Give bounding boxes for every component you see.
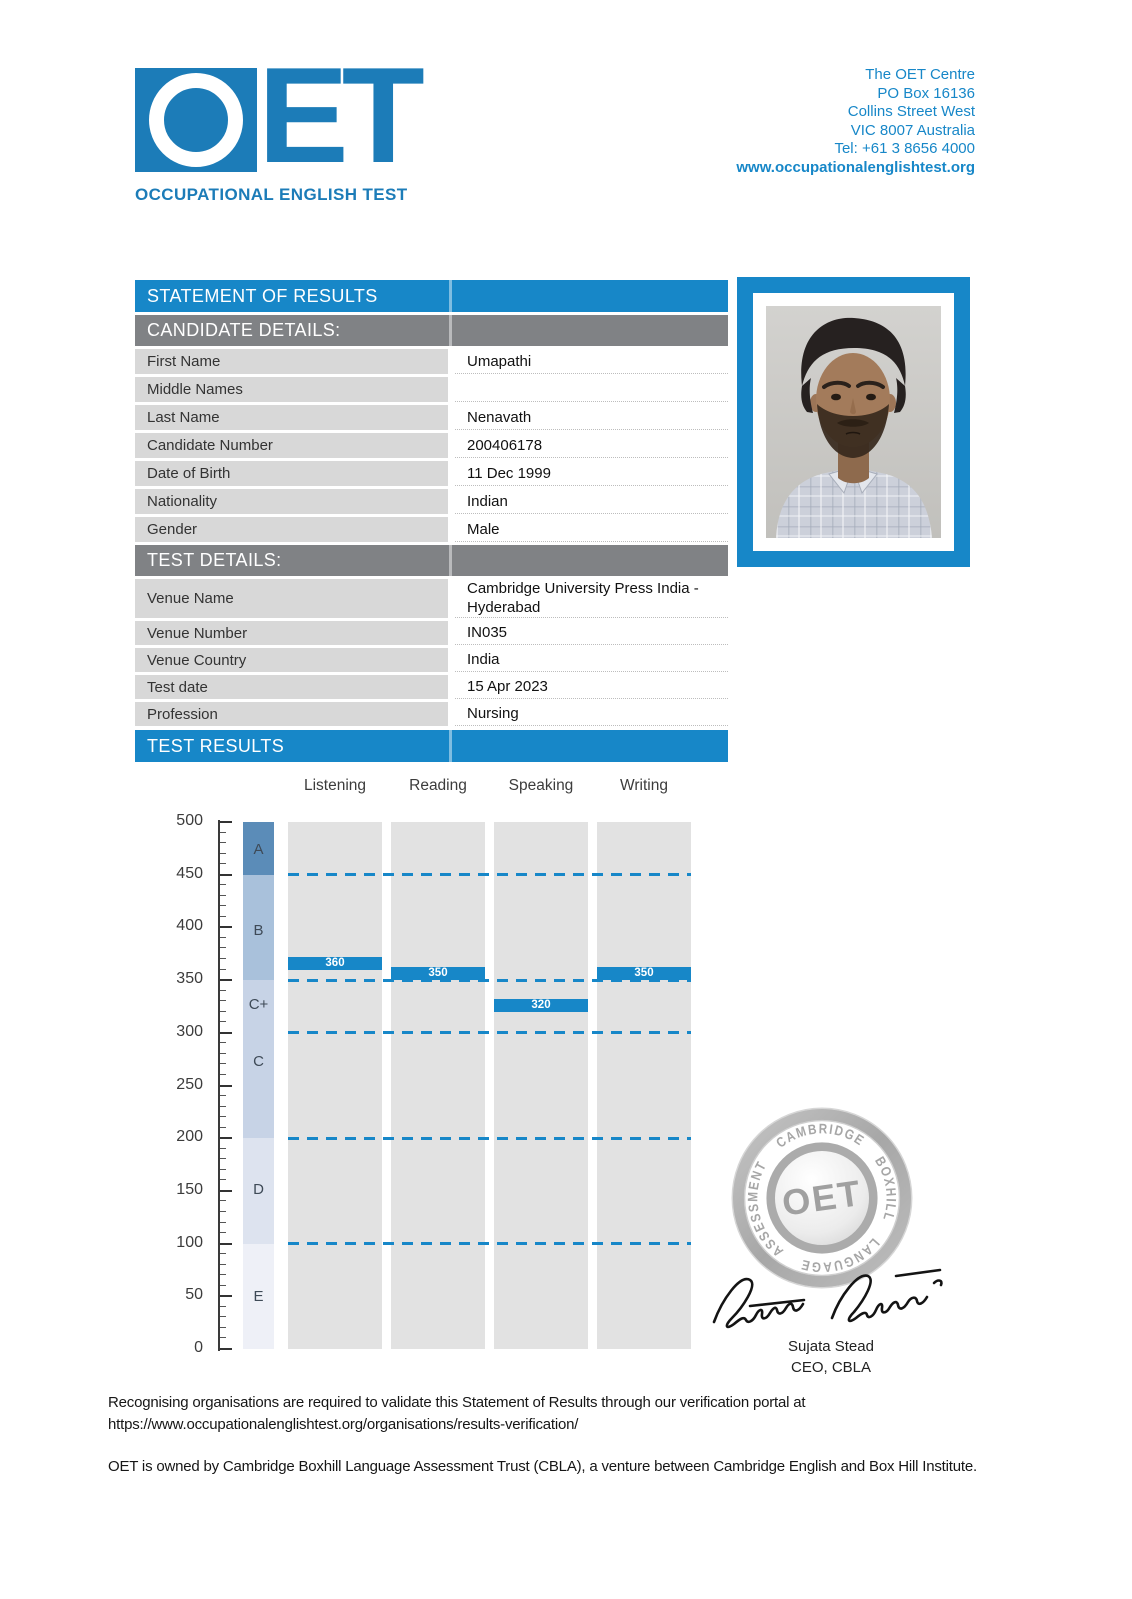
y-axis-tick — [220, 969, 226, 970]
y-axis-tick — [220, 1274, 226, 1275]
y-axis-tick — [220, 1106, 226, 1107]
score-bar-listening: 360 — [288, 957, 382, 970]
y-axis-tick — [220, 1169, 226, 1170]
grade-band-label-C+: C+ — [248, 996, 269, 1014]
score-column-speaking — [494, 822, 588, 1349]
score-column-listening — [288, 822, 382, 1349]
y-axis-tick — [220, 1211, 226, 1212]
y-axis-tick-label: 150 — [176, 1180, 203, 1198]
candidate-photo-frame — [737, 277, 970, 567]
row-value: Nenavath — [455, 405, 728, 430]
y-axis-tick — [220, 1253, 226, 1254]
row-label: Candidate Number — [135, 433, 448, 458]
y-axis-tick-label: 200 — [176, 1128, 203, 1146]
y-axis-tick — [220, 1295, 232, 1297]
y-axis-tick — [220, 1021, 226, 1022]
statement-of-results-header — [135, 280, 728, 312]
y-axis-tick — [220, 1127, 226, 1128]
y-axis-tick — [220, 1116, 226, 1117]
row-label: Nationality — [135, 489, 448, 514]
y-axis-tick — [220, 1264, 226, 1265]
y-axis-tick-label: 0 — [194, 1339, 203, 1356]
y-axis-tick — [220, 1074, 226, 1075]
y-axis-tick-label: 50 — [185, 1286, 203, 1304]
grade-band-label-C: C — [253, 1053, 264, 1071]
row-value: Umapathi — [455, 349, 728, 374]
grade-band-label-E: E — [253, 1288, 264, 1306]
y-axis-tick — [220, 1085, 232, 1087]
row-value: 200406178 — [455, 433, 728, 458]
table-row-date-of-birth — [135, 461, 728, 486]
y-axis-tick-label: 450 — [176, 864, 203, 882]
y-axis-tick — [220, 905, 226, 906]
threshold-line-300 — [288, 1031, 691, 1034]
y-axis-tick — [220, 842, 226, 843]
y-axis-tick — [220, 1327, 226, 1328]
details-table — [135, 280, 728, 765]
header-divider — [449, 280, 452, 312]
y-axis-tick — [220, 1316, 226, 1317]
y-axis-tick-label: 400 — [176, 917, 203, 935]
threshold-line-450 — [288, 873, 691, 876]
y-axis-tick — [220, 1190, 232, 1192]
row-value — [455, 377, 728, 402]
contact-line: PO Box 16136 — [877, 84, 975, 102]
statement-of-results-title: STATEMENT OF RESULTS — [147, 285, 378, 306]
table-row-venue-country — [135, 648, 728, 672]
test-details-title: TEST DETAILS: — [147, 550, 282, 570]
row-label: Test date — [135, 675, 448, 699]
y-axis-tick — [220, 853, 226, 854]
row-label: Middle Names — [135, 377, 448, 402]
y-axis-tick — [220, 1095, 226, 1096]
score-bar-writing: 350 — [597, 967, 691, 980]
score-column-writing — [597, 822, 691, 1349]
test-results-title: TEST RESULTS — [147, 735, 285, 756]
column-header-speaking: Speaking — [508, 777, 574, 794]
signatory-title: CEO, CBLA — [790, 1359, 872, 1376]
table-row-middle-names — [135, 377, 728, 402]
y-axis-tick — [220, 979, 232, 981]
threshold-line-100 — [288, 1242, 691, 1245]
row-value: India — [455, 648, 728, 672]
signatory-name: Sujata Stead — [788, 1338, 874, 1355]
y-axis-tick — [220, 1011, 226, 1012]
oet-logo-tagline: OCCUPATIONAL ENGLISH TEST — [135, 185, 408, 204]
row-label: Venue Country — [135, 648, 448, 672]
row-label: Venue Number — [135, 621, 448, 645]
candidate-photo-mat — [753, 293, 954, 551]
oet-logo-ring-icon — [149, 73, 243, 167]
threshold-line-200 — [288, 1137, 691, 1140]
y-axis-tick-label: 100 — [176, 1233, 203, 1251]
y-axis-tick — [220, 1032, 232, 1034]
oet-logo-et: ET — [258, 39, 418, 191]
y-axis-tick — [220, 1243, 232, 1245]
y-axis-tick — [220, 1158, 226, 1159]
contact-line: The OET Centre — [865, 66, 975, 83]
contact-line: VIC 8007 Australia — [850, 121, 975, 139]
y-axis-tick — [220, 1306, 226, 1307]
ownership-note: OET is owned by Cambridge Boxhill Language Assessment Trust (CBLA), a venture between Cambridge English and Box Hill Institute. — [108, 1458, 977, 1475]
row-label: Last Name — [135, 405, 448, 430]
verification-note: Recognising organisations are required to validate this Statement of Results through our verification portal at https://www.occupationalenglishtest.org/organisations/results-verification/ — [108, 1394, 806, 1433]
column-header-writing: Writing — [620, 777, 668, 794]
y-axis-tick — [220, 1000, 226, 1001]
grade-band-label-B: B — [253, 921, 264, 939]
row-value: 11 Dec 1999 — [455, 461, 728, 486]
signatory-block — [735, 1336, 927, 1378]
table-row-profession — [135, 702, 728, 726]
y-axis-tick — [220, 1200, 226, 1201]
table-row-gender — [135, 517, 728, 542]
row-value: Cambridge University Press India - Hyderabad — [455, 579, 728, 618]
y-axis-tick — [220, 990, 226, 991]
y-axis-tick — [220, 821, 232, 823]
y-axis-tick-label: 250 — [176, 1075, 203, 1093]
score-bar-reading: 350 — [391, 967, 485, 980]
row-label: Gender — [135, 517, 448, 542]
candidate-details-title: CANDIDATE DETAILS: — [147, 320, 341, 340]
signature-scribble — [700, 1256, 950, 1340]
y-axis-tick — [220, 874, 232, 876]
y-axis-tick — [220, 1179, 226, 1180]
score-bar-speaking: 320 — [494, 999, 588, 1012]
row-label: First Name — [135, 349, 448, 374]
table-row-candidate-number — [135, 433, 728, 458]
row-value: Indian — [455, 489, 728, 514]
y-axis-tick — [220, 884, 226, 885]
seal-ring-text: CAMBRIDGE BOXHILL LANGUAGE ASSESSMENT — [745, 1121, 899, 1275]
header-divider — [449, 730, 452, 762]
candidate-photo — [766, 306, 941, 538]
header-divider — [449, 315, 452, 346]
header-divider — [449, 545, 452, 576]
contact-line: Collins Street West — [847, 103, 975, 121]
oet-logo-o-icon — [135, 68, 257, 172]
y-axis-tick — [220, 937, 226, 938]
column-header-reading: Reading — [409, 777, 467, 794]
row-label: Date of Birth — [135, 461, 448, 486]
y-axis-tick — [220, 1232, 226, 1233]
test-details-header — [135, 545, 728, 576]
table-row-venue-name — [135, 579, 728, 618]
y-axis-tick — [220, 1222, 226, 1223]
y-axis-tick — [220, 1337, 226, 1338]
y-axis-tick — [220, 1053, 226, 1054]
row-label: Venue Name — [135, 579, 448, 618]
y-axis-tick — [220, 1285, 226, 1286]
table-row-last-name — [135, 405, 728, 430]
y-axis-tick — [220, 1137, 232, 1139]
y-axis-tick — [220, 947, 226, 948]
row-value: IN035 — [455, 621, 728, 645]
row-value: Nursing — [455, 702, 728, 726]
column-header-listening: Listening — [303, 777, 367, 794]
y-axis-tick — [220, 832, 226, 833]
y-axis-tick — [220, 916, 226, 917]
contact-line: Tel: +61 3 8656 4000 — [834, 140, 975, 158]
row-value: Male — [455, 517, 728, 542]
table-row-test-date — [135, 675, 728, 699]
y-axis-tick-label: 300 — [176, 1022, 203, 1040]
y-axis-tick — [220, 895, 226, 896]
row-label: Profession — [135, 702, 448, 726]
y-axis-tick-label: 350 — [176, 970, 203, 988]
table-row-first-name — [135, 349, 728, 374]
y-axis-tick — [220, 1148, 226, 1149]
y-axis-tick — [220, 958, 226, 959]
candidate-details-header — [135, 315, 728, 346]
y-axis-tick — [220, 1063, 226, 1064]
table-row-venue-number — [135, 621, 728, 645]
score-column-reading — [391, 822, 485, 1349]
y-axis-tick — [220, 926, 232, 928]
y-axis-tick — [220, 1348, 232, 1350]
grade-band-C — [243, 1033, 274, 1138]
y-axis-tick-label: 500 — [176, 812, 203, 829]
oet-website-url: www.occupationalenglishtest.org — [736, 158, 975, 176]
seal-oet-text: OET — [779, 1171, 865, 1224]
y-axis-tick — [220, 1042, 226, 1043]
oet-centre-address — [736, 66, 975, 178]
grade-band-label-A: A — [253, 841, 264, 859]
grade-band-label-D: D — [253, 1180, 264, 1198]
row-value: 15 Apr 2023 — [455, 675, 728, 699]
table-row-nationality — [135, 489, 728, 514]
test-results-header — [135, 730, 728, 762]
y-axis-tick — [220, 863, 226, 864]
results-chart — [0, 775, 1132, 1375]
